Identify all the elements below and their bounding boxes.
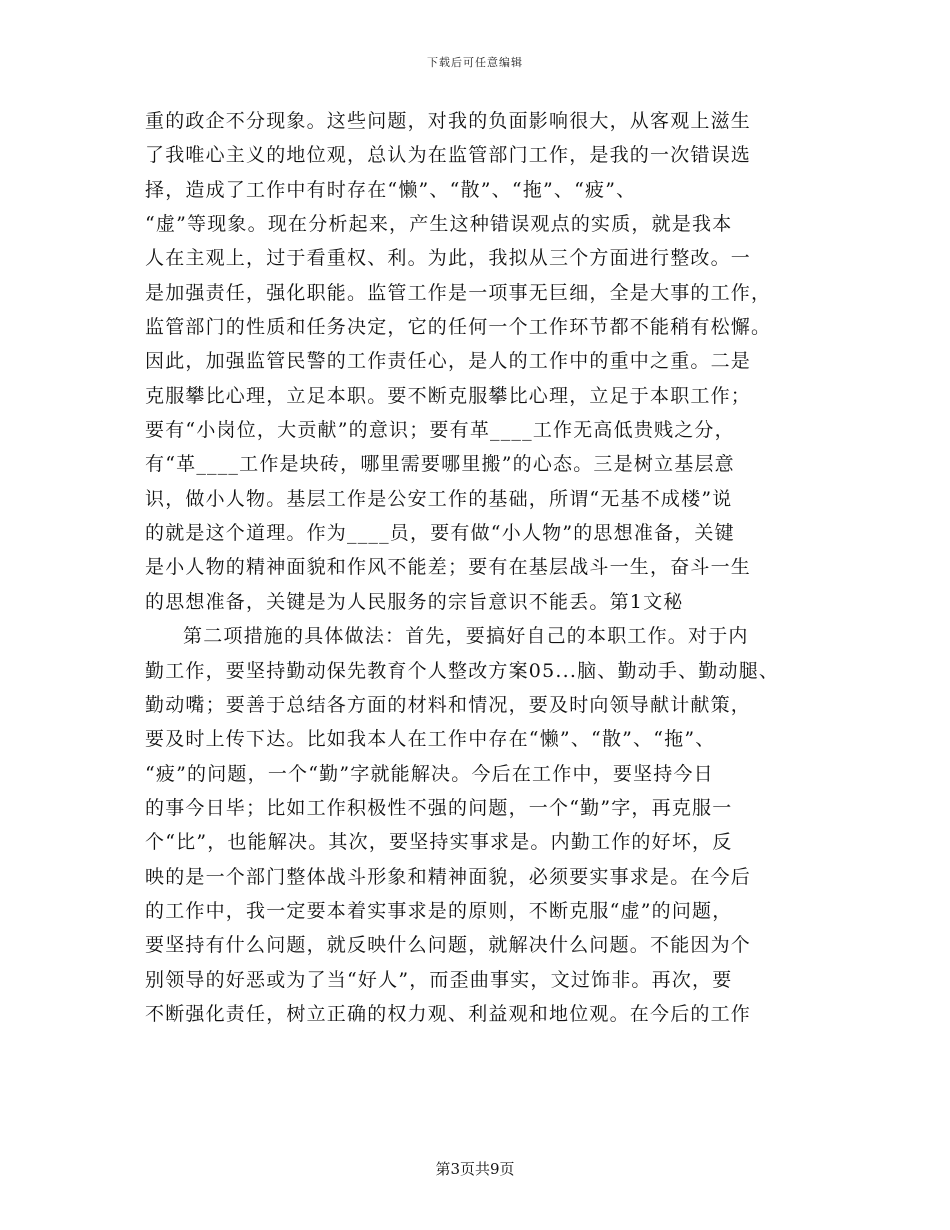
paragraph-start-line: 第二项措施的具体做法：首先，要搞好自己的本职工作。对于内	[183, 625, 749, 648]
text-line: 了我唯心主义的地位观，总认为在监管部门工作，是我的一次错误选	[145, 144, 752, 167]
text-line: “虚”等现象。现在分析起来，产生这种错误观点的实质，就是我本	[145, 213, 733, 236]
text-line: 择，造成了工作中有时存在“懒”、“散”、“拖”、“疲”、	[145, 178, 637, 201]
text-line: 克服攀比心理，立足本职。要不断克服攀比心理，立足于本职工作；	[145, 384, 752, 407]
page-number: 第3页共9页	[435, 1160, 515, 1178]
text-line: 人在主观上，过于看重权、利。为此，我拟从三个方面进行整改。一	[145, 247, 752, 270]
text-line: 的事今日毕；比如工作积极性不强的问题，一个“勤”字，再克服一	[145, 796, 733, 819]
page-header: 下载后可任意编辑	[427, 56, 523, 69]
text-line: 要有“小岗位，大贡献”的意识；要有革____工作无高低贵贱之分，	[145, 419, 735, 442]
text-line: 监管部门的性质和任务决定，它的任何一个工作环节都不能稍有松懈。	[145, 316, 772, 339]
text-line: 映的是一个部门整体战斗形象和精神面貌，必须要实事求是。在今后	[145, 865, 752, 888]
text-line: 的工作中，我一定要本着实事求是的原则，不断克服“虚”的问题，	[145, 899, 733, 922]
text-line: 勤工作，要坚持勤动保先教育个人整改方案05...脑、勤动手、勤动腿、	[145, 659, 780, 682]
text-line: 要坚持有什么问题，就反映什么问题，就解决什么问题。不能因为个	[145, 934, 752, 957]
text-line: 是加强责任，强化职能。监管工作是一项事无巨细，全是大事的工作，	[145, 281, 772, 304]
text-line: 重的政企不分现象。这些问题，对我的负面影响很大，从客观上滋生	[145, 110, 752, 132]
text-line: 别领导的好恶或为了当“好人”，而歪曲事实，文过饰非。再次，要	[145, 968, 733, 991]
text-line: 的思想准备，关键是为人民服务的宗旨意识不能丢。第1文秘	[145, 590, 684, 613]
text-line: 的就是这个道理。作为____员，要有做“小人物”的思想准备，关键	[145, 522, 735, 545]
text-line: 不断强化责任，树立正确的权力观、利益观和地位观。在今后的工作	[145, 1002, 752, 1025]
text-line: 因此，加强监管民警的工作责任心，是人的工作中的重中之重。二是	[145, 350, 752, 373]
text-line: 识，做小人物。基层工作是公安工作的基础，所谓“无基不成楼”说	[145, 487, 733, 510]
text-line: 勤动嘴；要善于总结各方面的材料和情况，要及时向领导献计献策，	[145, 693, 752, 716]
text-line: 要及时上传下达。比如我本人在工作中存在“懒”、“散”、“拖”、	[145, 728, 716, 751]
text-line: 是小人物的精神面貌和作风不能差；要有在基层战斗一生，奋斗一生	[145, 556, 752, 579]
text-line: 个“比”，也能解决。其次，要坚持实事求是。内勤工作的好坏，反	[145, 831, 733, 854]
text-line: 有“革____工作是块砖，哪里需要哪里搬”的心态。三是树立基层意	[145, 453, 735, 476]
document-body	[145, 104, 835, 1031]
text-line: “疲”的问题，一个“勤”字就能解决。今后在工作中，要坚持今日	[145, 762, 714, 785]
